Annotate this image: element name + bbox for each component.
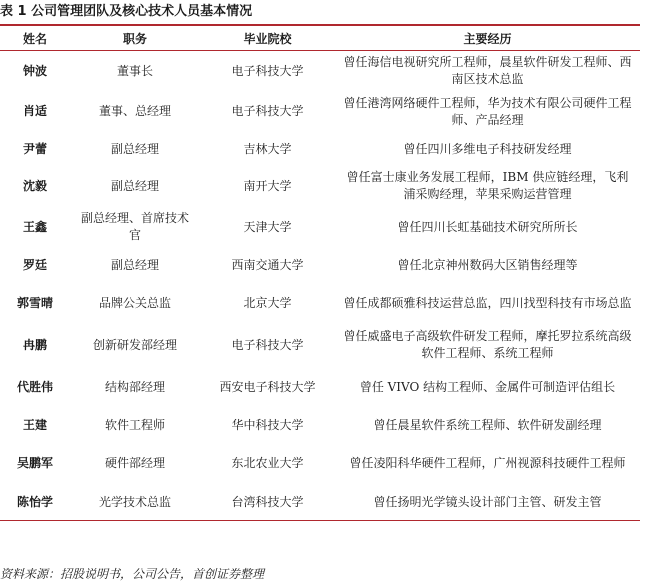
cell-experience: 曾任四川多维电子科技研发经理 [403, 141, 572, 156]
cell-school: 华中科技大学 [231, 418, 304, 432]
header-experience: 主要经历 [335, 26, 640, 51]
table-row [0, 366, 640, 409]
cell-experience: 曾任威盛电子高级软件研发工程师，摩托罗拉系统高级软件工程师、系统工程师 [343, 329, 632, 360]
cell-school: 电子科技大学 [231, 337, 304, 352]
cell-experience: 曾任海信电视研究所工程师，晨星软件研发工程师、西南区技术总监 [343, 55, 632, 86]
cell-experience: 曾任北京神州数码大区销售经理等 [397, 257, 578, 272]
cell-position: 副总经理 [110, 178, 159, 193]
cell-name: 钟波 [22, 63, 47, 78]
cell-position: 董事、总经理 [98, 104, 171, 118]
cell-name: 王建 [22, 418, 47, 432]
cell-school: 西南交通大学 [231, 257, 304, 272]
cell-experience: 曾任四川长虹基础技术研究所所长 [397, 219, 578, 234]
table-row [0, 484, 640, 521]
cell-school: 电子科技大学 [231, 63, 304, 78]
cell-position: 软件工程师 [104, 418, 165, 432]
cell-position: 硬件部经理 [104, 455, 165, 470]
header-name: 姓名 [0, 26, 70, 51]
cell-name: 代胜伟 [16, 380, 53, 394]
cell-position: 创新研发部经理 [92, 337, 177, 352]
cell-position: 董事长 [116, 63, 153, 78]
cell-school: 吉林大学 [243, 141, 292, 156]
cell-experience: 曾任凌阳科华硬件工程师，广州视源科技硬件工程师 [349, 455, 626, 470]
cell-experience: 曾任晨星软件系统工程师、软件研发副经理 [373, 418, 602, 432]
cell-school: 台湾科技大学 [200, 484, 335, 521]
cell-school: 电子科技大学 [231, 104, 304, 118]
table-row [0, 206, 640, 248]
cell-position: 品牌公关总监 [98, 295, 171, 310]
cell-name: 郭雪晴 [16, 295, 53, 310]
cell-name: 吴鹏军 [16, 455, 53, 470]
cell-name: 冉鹏 [22, 337, 47, 352]
cell-experience: 曾任富士康业务发展工程师，IBM 供应链经理，飞利浦采购经理，苹果采购运营管理 [346, 170, 629, 201]
cell-experience: 曾任扬明光学镜头设计部门主管、研发主管 [335, 484, 640, 521]
header-school: 毕业院校 [200, 26, 335, 51]
table-row [0, 282, 640, 324]
cell-position: 副总经理 [110, 257, 159, 272]
source-note: 资料来源：招股说明书，公司公告，首创证券整理 [0, 567, 265, 581]
cell-position: 副总经理、首席技术官 [80, 211, 189, 242]
cell-name: 尹蕾 [22, 141, 47, 156]
cell-school: 天津大学 [243, 219, 292, 234]
cell-name: 罗廷 [22, 257, 47, 272]
cell-experience: 曾任成都硕雅科技运营总监，四川找型科技有市场总监 [343, 295, 632, 310]
cell-name: 沈毅 [22, 178, 47, 193]
cell-position: 光学技术总监 [70, 484, 200, 521]
table-title: 表 1 公司管理团队及核心技术人员基本情况 [0, 4, 253, 19]
table-row [0, 324, 640, 366]
cell-position: 副总经理 [110, 141, 159, 156]
cell-name: 肖适 [22, 104, 47, 118]
management-table [0, 26, 640, 521]
cell-experience: 曾任 VIVO 结构工程师、金属件可制造评估组长 [359, 380, 616, 394]
cell-school: 南开大学 [243, 178, 292, 193]
table-row [0, 132, 640, 166]
cell-name: 陈怡学 [0, 484, 70, 521]
cell-school: 北京大学 [243, 295, 292, 310]
cell-position: 结构部经理 [104, 380, 165, 394]
cell-experience: 曾任港湾网络硬件工程师，华为技术有限公司硬件工程师、产品经理 [343, 95, 632, 127]
header-position: 职务 [70, 26, 200, 51]
table-row [0, 91, 640, 132]
table-row [0, 409, 640, 442]
table-row [0, 166, 640, 206]
table-row [0, 442, 640, 484]
cell-name: 王鑫 [22, 219, 47, 234]
table-row [0, 248, 640, 282]
header-row [0, 26, 640, 51]
cell-school: 西安电子科技大学 [219, 380, 316, 394]
table-row [0, 51, 640, 92]
cell-school: 东北农业大学 [231, 455, 304, 470]
